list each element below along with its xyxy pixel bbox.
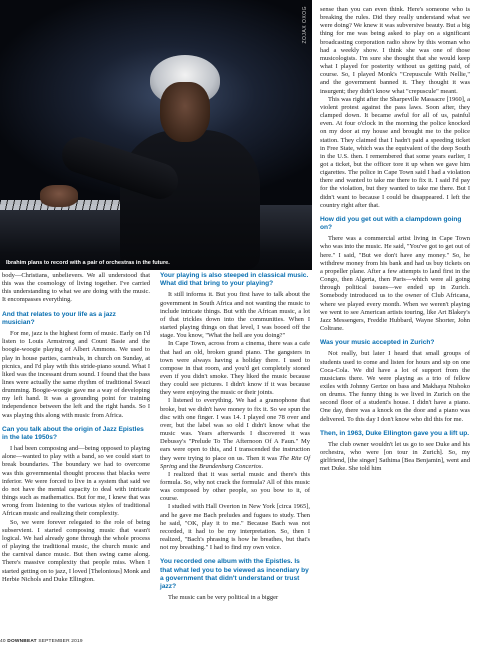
pianist-torso [120,130,260,270]
paragraph-text: . [261,462,263,470]
paragraph: The music can be very political in a bigger [168,594,279,602]
issue-date: SEPTEMBER 2019 [38,639,83,644]
paragraph: So, we were forever relegated to the role of being subservient. I started composing music that wasn't logical. We had already gone through the whole process of playing the traditional music, the church music and the carnival dance music. But then swing came along. There's massive complexity that people miss. When I started getting on to jazz, I loved [Thelonious] Monk and Herbie Nichols and Duke Ellington. [2,518,150,583]
magazine-name: DOWNBEAT [7,639,37,644]
paragraph: This was right after the Sharpeville Massacre [1960], a violent protest against the pass laws. Soon after, they clamped down. It became awful for all of us, painful even. At four o'clock in the morning the police knocked on my door at my house and brought me to the police station. They claimed that I hadn't paid a speeding ticket in Free State, which was the equivalent of the deep South in the U.S. then. I remembered that some years earlier, I got a ticket, but the officer tore it up when we gave him cigarettes. The police in Cape Town said I had a violation there and wanted to take me there to fix it. I said I'd pay for the violation, but they wanted to take me there. But I didn't want to because I could be disappeared. I left the country right after that. [320,95,470,209]
page-number: 40 [0,639,6,644]
paragraph: I studied with Hall Overton in New York [circa 1965], and he gave me Bach preludes and fugues to study. Then he said, "OK, play it to me." Because Bach was not recorded, it had to be my interpretation. So, then I realized, "Bach's phrasing is how he breathes, but that's not my breathing." I had to find my own voice. [160,503,310,552]
photo-caption: Ibrahim plans to record with a pair of orchestras in the future. [6,260,170,266]
interview-question: Can you talk about the origin of Jazz Epistles in the late 1950s? [2,425,144,441]
interview-question: How did you get out with a clampdown going on? [320,215,462,232]
interview-question: Then, in 1963, Duke Ellington gave you a lift up. [320,429,470,437]
paragraph-text: and the [177,462,200,470]
pianist-face [160,82,210,142]
paragraph: I had been composing and—being opposed to playing alone—wanted to play with a band, so we could start to break boundaries. The boundary we had to overcome was this governmental thought process that blacks were inferior. We were forced to live in a system that said we do not have the mental capacity to deal with intricate things such as mathematics. But for me, I knew that was wrong from listening to the various styles of traditional African music and realizing their complexity. [2,445,150,518]
page-footer [0,639,83,644]
column-1 [2,272,150,584]
paragraph: It still informs it. But you first have to talk about the government in South Africa and not wanting the music to include intricate things. But with the African music, a lot of that trickles down into the communities. When I started playing things on that level, I was booed off the stage. You know, "What the hell are you doing?" [160,291,310,340]
interview-question: You recorded one album with the Epistles. Is that what led you to be viewed as incendiary by a government that didn't understand or trust jazz? [160,558,309,591]
paragraph-text: I listened to everything. We had a gramophone that broke, but we didn't have money to fix it. So we spun the disc with one finger. I was 14. I played one 78 over and over, but the label was so old I didn't know what the music was. Years afterwards I discovered it was Debussy's "Prelude To The Afternoon Of A Faun." My ears were open to this, and I transcended the instruction they were trying to place on us. Then it was [160,397,310,462]
pianist-hand [40,185,78,207]
column-3 [320,6,470,474]
paragraph: For me, jazz is the highest form of music. Early on I'd listen to Louis Armstrong and Count Basie and the boogie-woogie playing of Albert Ammons. We used to play in house parties, carnivals, in church on Sunday, at picnics, and I'd play with this stride-piano sound. What I liked was the incessant drum sound. I found that the bass lines were actually the same rhythm of traditional Swazi drumming. Boogie-woogie gave me a way of developing my left hand. It was a grounding point for training independence between the left and the right hands. So I was playing this along with music from Africa. [2,330,150,419]
album-title: The Rite Of Spring [160,454,310,470]
photo-credit: ZOJAX OXOG [302,6,308,44]
paragraph: sense than you can even think. Here's someone who is breaking the rules. Did they really understand what we were doing? We knew it was subversive beauty. But a big thing for me was being asked to play on a significant broadcasting corporation radio show by this woman who had a weekly show. I think she was one of those musicologists. I'm sure she thought that she would keep what I played for posterity without us getting paid, of course. So, I played Monk's "Crepuscule With Nellie," and the government banned it. They thought it was insurgent; they didn't know what "crepuscule" meant. [320,6,470,95]
album-title: Brandenburg Concertos [199,462,262,470]
interview-question: Your playing is also steeped in classical music. What did that bring to your playing? [160,272,309,288]
paragraph: There was a commercial artist living in Cape Town who was into the music. He said, "You've got to get out of here." I said, "But we don't have any money." So, he withdrew money from his bank and had us buy tickets on a propeller plane. After a few attempts to land first in the Congo, then Algeria, then Paris—which were all going through political issues—we ended up in Zurich. Somebody introduced us to the owner of Club Africana, where we played every month. When we weren't playing we went to see American artists touring, like Art Blakey's Jazz Messengers, Freddie Hubbard, Wayne Shorter, John Coltrane. [320,235,470,333]
paragraph: Not really, but later I heard that small groups of students used to come and listen for hours and sip on one Coca-Cola. We did have a lot of support from the musicians there. We were playing as a trio of fellow exiles with Johnny Gertze on bass and Makhaya Ntshoko on drums. The funny thing is we lived in Zurich on the second floor of a student's house. I didn't have a piano. One day, there was a knock on the door and a piano was delivered. To this day I don't know who did this for me. [320,350,470,423]
paragraph: In Cape Town, across from a cinema, there was a cafe that had an old, broken grand piano. The gangsters in town were always having a holiday there. I used to compose in that room, and you'd get completely stoned even if you didn't smoke. They liked the music because they could see pictures. I didn't know if it was because they were enjoying the music or their joints. [160,340,310,397]
paragraph [160,397,310,470]
paragraph: body—Christians, unbelievers. We all understood that this was the cosmology of living together. I've carried this understanding to what we are doing with the music. It encompasses everything. [2,272,150,304]
interview-question: Was your music accepted in Zurich? [320,339,435,347]
paragraph: I realized that it was serial music and there's this formula. So, why not crack the formula? All of this music was composed by other people, so you bow to it, of course. [160,470,310,503]
photo-pianist [0,0,312,270]
interview-question: And that relates to your life as a jazz musician? [2,310,116,326]
paragraph: The club owner wouldn't let us go to see Duke and his orchestra, who were [on tour in Zurich]. So, my girlfriend, [the singer] Sathima [Bea Benjamin], went and met Duke. She told him [320,441,470,473]
column-2 [160,272,310,602]
